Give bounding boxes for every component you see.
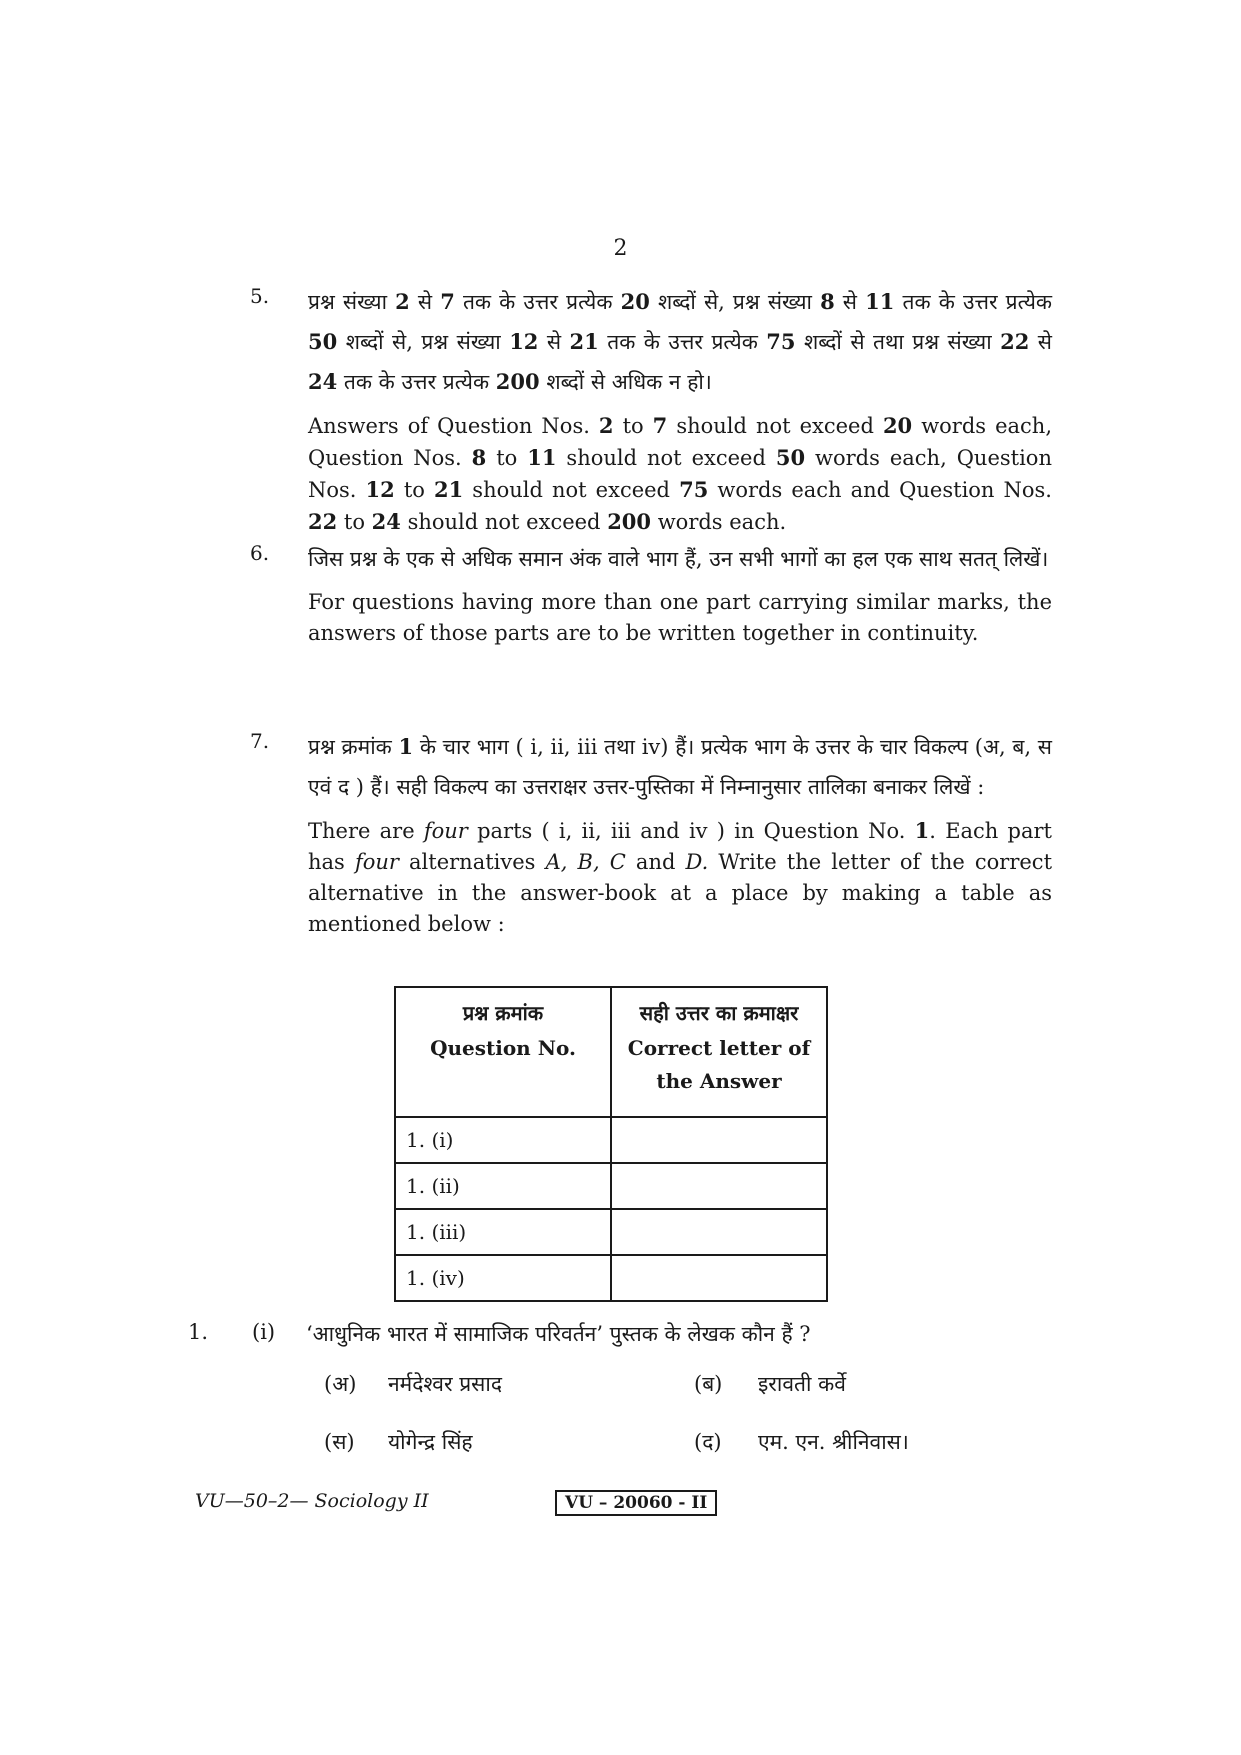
option-b (694, 1370, 846, 1398)
instruction-english: There are four parts ( i, ii, iii and iv ) in Question No. 1. Each part has four alternatives A, B, C and D. Write the letter of the correct alternative in the answer-book at a place by making a table as mentioned below : (308, 818, 1053, 936)
column-header-english: the Answer (656, 1069, 782, 1093)
instruction-5 (250, 282, 1052, 538)
table-cell-answer (611, 1117, 827, 1163)
footer-booklet-code: VU – 20060 - II (555, 1490, 717, 1516)
table-row (395, 1255, 827, 1301)
question-sub-number: (i) (252, 1320, 276, 1344)
option-c (324, 1428, 473, 1456)
table-cell-question: 1. (iv) (395, 1255, 611, 1301)
column-header-correct-letter (611, 987, 827, 1117)
table-header-row (395, 987, 827, 1117)
table-cell-answer (611, 1209, 827, 1255)
instruction-hindi: प्रश्न क्रमांक 1 के चार भाग ( i, ii, iii तथा iv) हैं। प्रत्येक भाग के उत्तर के चार विकल्प (अ, ब, स एवं द ) हैं। सही विकल्प का उत्तराक्षर उत्तर-पुस्तिका में निम्नानुसार तालिका बनाकर लिखें : (308, 734, 1052, 799)
table-cell-question: 1. (iii) (395, 1209, 611, 1255)
instruction-english: For questions having more than one part carrying similar marks, the answers of those parts are to be written together in continuity. (308, 590, 1052, 645)
instruction-hindi: प्रश्न संख्या 2 से 7 तक के उत्तर प्रत्येक 20 शब्दों से, प्रश्न संख्या 8 से 11 तक के उत्तर प्रत्येक 50 शब्दों से, प्रश्न संख्या 12 से 21 तक के उत्तर प्रत्येक 75 शब्दों से तथा प्रश्न संख्या 22 से 24 तक के उत्तर प्रत्येक 200 शब्दों से अधिक न हो। (308, 289, 1053, 394)
table-cell-answer (611, 1163, 827, 1209)
instruction-number: 7. (250, 729, 270, 753)
option-text: एम. एन. श्रीनिवास। (758, 1430, 909, 1454)
table-row (395, 1163, 827, 1209)
footer-paper-code: VU—50–2— Sociology II (195, 1490, 429, 1512)
column-header-hindi: सही उत्तर का क्रमाक्षर (639, 1001, 799, 1025)
option-text: नर्मदेश्वर प्रसाद (388, 1372, 502, 1396)
table-cell-answer (611, 1255, 827, 1301)
table-row (395, 1117, 827, 1163)
option-d (694, 1428, 909, 1456)
option-a (324, 1370, 502, 1398)
option-label: (द) (694, 1430, 722, 1454)
instruction-7 (250, 727, 1052, 940)
column-header-hindi: प्रश्न क्रमांक (462, 1001, 544, 1025)
option-label: (ब) (694, 1372, 723, 1396)
option-text: योगेन्द्र सिंह (388, 1430, 473, 1454)
page-number: 2 (613, 236, 628, 261)
question-text: ‘आधुनिक भारत में सामाजिक परिवर्तन’ पुस्तक के लेखक कौन हैं ? (306, 1322, 811, 1346)
table-cell-question: 1. (i) (395, 1117, 611, 1163)
column-header-question-no (395, 987, 611, 1117)
instruction-hindi: जिस प्रश्न के एक से अधिक समान अंक वाले भाग हैं, उन सभी भागों का हल एक साथ सतत् लिखें। (308, 547, 1049, 571)
option-label: (स) (324, 1430, 355, 1454)
answer-format-table (394, 986, 828, 1302)
column-header-english: Correct letter of (627, 1036, 811, 1060)
instruction-number: 6. (250, 541, 270, 565)
instruction-number: 5. (250, 284, 270, 308)
option-text: इरावती कर्वे (758, 1372, 846, 1396)
instruction-english: Answers of Question Nos. 2 to 7 should not exceed 20 words each, Question Nos. 8 to 11 should not exceed 50 words each, Question Nos. 12 to 21 should not exceed 75 words each and Question Nos. 22 to 24 should not exceed 200 words each. (308, 413, 1052, 534)
option-label: (अ) (324, 1372, 357, 1396)
table-cell-question: 1. (ii) (395, 1163, 611, 1209)
question-number: 1. (188, 1320, 209, 1344)
instruction-6 (250, 539, 1052, 649)
column-header-english: Question No. (430, 1036, 576, 1060)
table-row (395, 1209, 827, 1255)
